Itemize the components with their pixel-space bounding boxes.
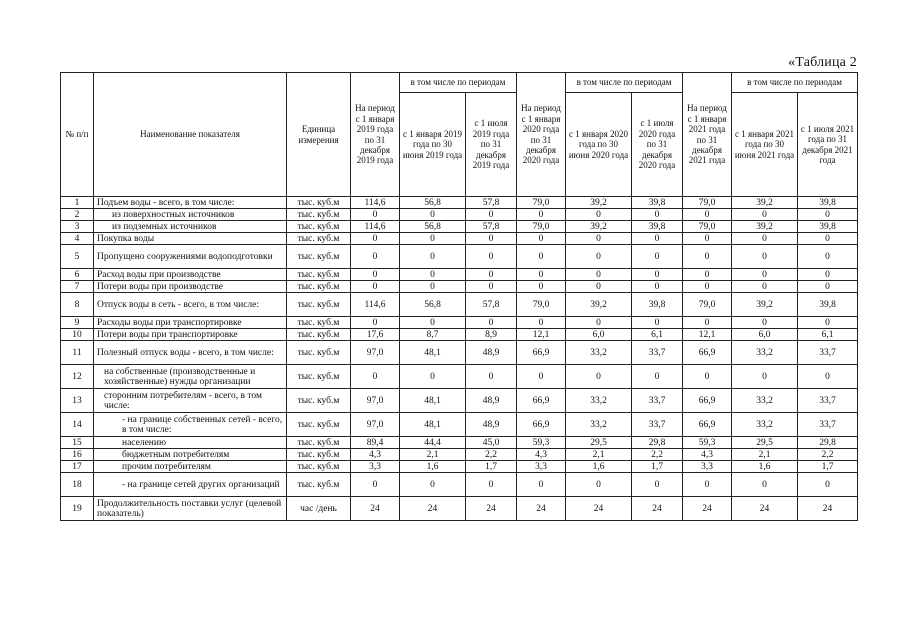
value-cell: 2,1 [400, 449, 466, 461]
table-row [61, 209, 858, 221]
value-cell: 0 [351, 365, 400, 389]
col-header-2020-including: в том числе по периодам [566, 73, 683, 93]
value-cell: 39,2 [732, 293, 798, 317]
value-cell: 4,3 [351, 449, 400, 461]
value-cell: 66,9 [683, 341, 732, 365]
row-number-cell: 5 [61, 245, 94, 269]
row-number-cell: 13 [61, 389, 94, 413]
value-cell: 29,5 [732, 437, 798, 449]
col-header-name: Наименование показателя [94, 73, 287, 197]
value-cell: 6,1 [632, 329, 683, 341]
indicator-name-cell: сторонним потребителям - всего, в том числе: [94, 389, 287, 413]
value-cell: 114,6 [351, 293, 400, 317]
value-cell: 89,4 [351, 437, 400, 449]
value-cell: 39,2 [732, 197, 798, 209]
unit-cell: тыс. куб.м [287, 197, 351, 209]
row-number-cell: 16 [61, 449, 94, 461]
value-cell: 29,8 [798, 437, 858, 449]
unit-cell: тыс. куб.м [287, 473, 351, 497]
value-cell: 48,1 [400, 389, 466, 413]
unit-cell: тыс. куб.м [287, 221, 351, 233]
value-cell: 6,1 [798, 329, 858, 341]
unit-cell: тыс. куб.м [287, 461, 351, 473]
value-cell: 0 [632, 269, 683, 281]
indicator-name-cell: из поверхностных источников [94, 209, 287, 221]
table-body [61, 197, 858, 521]
value-cell: 39,8 [798, 197, 858, 209]
value-cell: 2,2 [798, 449, 858, 461]
indicator-name-cell: - на границе собственных сетей - всего, в том числе: [94, 413, 287, 437]
value-cell: 33,2 [566, 389, 632, 413]
col-header-2021-including: в том числе по периодам [732, 73, 858, 93]
value-cell: 39,8 [632, 293, 683, 317]
unit-cell: тыс. куб.м [287, 209, 351, 221]
indicator-name-cell: Пропущено сооружениями водоподготовки [94, 245, 287, 269]
value-cell: 0 [732, 317, 798, 329]
col-header-2021-h2: с 1 июля 2021 года по 31 декабря 2021 года [798, 93, 858, 197]
unit-cell: тыс. куб.м [287, 389, 351, 413]
value-cell: 66,9 [683, 389, 732, 413]
unit-cell: тыс. куб.м [287, 293, 351, 317]
table-row [61, 473, 858, 497]
value-cell: 0 [566, 281, 632, 293]
value-cell: 0 [683, 317, 732, 329]
value-cell: 2,1 [732, 449, 798, 461]
value-cell: 0 [400, 281, 466, 293]
value-cell: 0 [517, 317, 566, 329]
value-cell: 0 [351, 269, 400, 281]
indicator-name-cell: Расходы воды при транспортировке [94, 317, 287, 329]
value-cell: 57,8 [466, 221, 517, 233]
value-cell: 24 [632, 497, 683, 521]
unit-cell: тыс. куб.м [287, 365, 351, 389]
value-cell: 29,5 [566, 437, 632, 449]
value-cell: 0 [400, 365, 466, 389]
value-cell: 0 [683, 269, 732, 281]
col-header-2020-h1: с 1 января 2020 года по 30 июня 2020 года [566, 93, 632, 197]
col-header-2020-h2: с 1 июля 2020 года по 31 декабря 2020 года [632, 93, 683, 197]
value-cell: 24 [732, 497, 798, 521]
value-cell: 3,3 [683, 461, 732, 473]
value-cell: 0 [632, 233, 683, 245]
value-cell: 79,0 [517, 293, 566, 317]
table-row [61, 293, 858, 317]
value-cell: 0 [466, 233, 517, 245]
value-cell: 8,7 [400, 329, 466, 341]
value-cell: 0 [632, 209, 683, 221]
value-cell: 0 [466, 209, 517, 221]
value-cell: 39,2 [732, 221, 798, 233]
indicator-name-cell: Полезный отпуск воды - всего, в том числе: [94, 341, 287, 365]
value-cell: 0 [732, 209, 798, 221]
value-cell: 59,3 [517, 437, 566, 449]
table-caption: «Таблица 2 [788, 55, 857, 70]
value-cell: 56,8 [400, 197, 466, 209]
value-cell: 0 [566, 269, 632, 281]
indicator-name-cell: Отпуск воды в сеть - всего, в том числе: [94, 293, 287, 317]
value-cell: 97,0 [351, 413, 400, 437]
value-cell: 0 [566, 365, 632, 389]
value-cell: 24 [798, 497, 858, 521]
row-number-cell: 2 [61, 209, 94, 221]
value-cell: 0 [683, 209, 732, 221]
value-cell: 0 [400, 245, 466, 269]
value-cell: 33,2 [566, 341, 632, 365]
value-cell: 0 [466, 245, 517, 269]
value-cell: 0 [566, 245, 632, 269]
col-header-2021-h1: с 1 января 2021 года по 30 июня 2021 года [732, 93, 798, 197]
value-cell: 33,7 [632, 413, 683, 437]
row-number-cell: 19 [61, 497, 94, 521]
row-number-cell: 12 [61, 365, 94, 389]
value-cell: 33,7 [798, 389, 858, 413]
indicator-name-cell: Подъем воды - всего, в том числе: [94, 197, 287, 209]
row-number-cell: 4 [61, 233, 94, 245]
value-cell: 0 [400, 269, 466, 281]
value-cell: 0 [566, 209, 632, 221]
value-cell: 29,8 [632, 437, 683, 449]
value-cell: 0 [517, 281, 566, 293]
value-cell: 0 [466, 317, 517, 329]
unit-cell: тыс. куб.м [287, 437, 351, 449]
value-cell: 0 [732, 365, 798, 389]
value-cell: 0 [683, 233, 732, 245]
row-number-cell: 1 [61, 197, 94, 209]
table-row [61, 449, 858, 461]
value-cell: 0 [351, 245, 400, 269]
value-cell: 0 [732, 281, 798, 293]
water-balance-table [60, 72, 858, 521]
value-cell: 0 [732, 233, 798, 245]
value-cell: 48,9 [466, 413, 517, 437]
value-cell: 33,2 [732, 389, 798, 413]
value-cell: 39,8 [632, 221, 683, 233]
row-number-cell: 3 [61, 221, 94, 233]
table-row [61, 461, 858, 473]
indicator-name-cell: Покупка воды [94, 233, 287, 245]
value-cell: 0 [798, 473, 858, 497]
indicator-name-cell: из подземных источников [94, 221, 287, 233]
value-cell: 48,1 [400, 413, 466, 437]
value-cell: 24 [683, 497, 732, 521]
indicator-name-cell: бюджетным потребителям [94, 449, 287, 461]
value-cell: 0 [400, 317, 466, 329]
unit-cell: тыс. куб.м [287, 341, 351, 365]
value-cell: 0 [683, 245, 732, 269]
value-cell: 79,0 [517, 197, 566, 209]
value-cell: 0 [351, 317, 400, 329]
value-cell: 0 [683, 365, 732, 389]
value-cell: 24 [517, 497, 566, 521]
unit-cell: тыс. куб.м [287, 449, 351, 461]
value-cell: 0 [466, 269, 517, 281]
col-header-2019-h1: с 1 января 2019 года по 30 июня 2019 года [400, 93, 466, 197]
unit-cell: тыс. куб.м [287, 317, 351, 329]
value-cell: 1,7 [632, 461, 683, 473]
indicator-name-cell: Потери воды при транспортировке [94, 329, 287, 341]
value-cell: 56,8 [400, 293, 466, 317]
value-cell: 66,9 [517, 341, 566, 365]
value-cell: 0 [400, 473, 466, 497]
value-cell: 24 [400, 497, 466, 521]
value-cell: 0 [517, 269, 566, 281]
value-cell: 0 [351, 473, 400, 497]
value-cell: 24 [566, 497, 632, 521]
value-cell: 0 [798, 365, 858, 389]
row-number-cell: 6 [61, 269, 94, 281]
value-cell: 0 [400, 209, 466, 221]
value-cell: 0 [517, 365, 566, 389]
table-row [61, 365, 858, 389]
unit-cell: час /день [287, 497, 351, 521]
value-cell: 48,9 [466, 341, 517, 365]
indicator-name-cell: - на границе сетей других организаций [94, 473, 287, 497]
unit-cell: тыс. куб.м [287, 245, 351, 269]
value-cell: 0 [466, 365, 517, 389]
value-cell: 114,6 [351, 197, 400, 209]
col-header-unit: Единица измерения [287, 73, 351, 197]
value-cell: 66,9 [683, 413, 732, 437]
unit-cell: тыс. куб.м [287, 281, 351, 293]
value-cell: 0 [732, 473, 798, 497]
table-row [61, 221, 858, 233]
row-number-cell: 18 [61, 473, 94, 497]
value-cell: 33,7 [798, 341, 858, 365]
value-cell: 0 [566, 317, 632, 329]
value-cell: 56,8 [400, 221, 466, 233]
value-cell: 0 [466, 281, 517, 293]
value-cell: 4,3 [517, 449, 566, 461]
value-cell: 48,9 [466, 389, 517, 413]
row-number-cell: 7 [61, 281, 94, 293]
value-cell: 33,2 [732, 341, 798, 365]
row-number-cell: 17 [61, 461, 94, 473]
value-cell: 3,3 [517, 461, 566, 473]
value-cell: 0 [517, 233, 566, 245]
value-cell: 39,2 [566, 293, 632, 317]
value-cell: 8,9 [466, 329, 517, 341]
row-number-cell: 15 [61, 437, 94, 449]
value-cell: 33,7 [798, 413, 858, 437]
value-cell: 0 [798, 233, 858, 245]
value-cell: 39,8 [798, 221, 858, 233]
value-cell: 0 [798, 245, 858, 269]
value-cell: 39,2 [566, 221, 632, 233]
table-row [61, 281, 858, 293]
indicator-name-cell: Продолжительность поставки услуг (целевой показатель) [94, 497, 287, 521]
table-row [61, 341, 858, 365]
table-row [61, 269, 858, 281]
table-row [61, 389, 858, 413]
col-header-2019-total: На период с 1 января 2019 года по 31 декабря 2019 года [351, 73, 400, 197]
indicator-name-cell: на собственные (производственные и хозяйственные) нужды организации [94, 365, 287, 389]
value-cell: 0 [683, 473, 732, 497]
value-cell: 1,6 [732, 461, 798, 473]
value-cell: 48,1 [400, 341, 466, 365]
value-cell: 0 [632, 281, 683, 293]
value-cell: 39,8 [632, 197, 683, 209]
value-cell: 66,9 [517, 413, 566, 437]
value-cell: 0 [466, 473, 517, 497]
value-cell: 0 [732, 269, 798, 281]
row-number-cell: 11 [61, 341, 94, 365]
value-cell: 39,8 [798, 293, 858, 317]
value-cell: 0 [566, 473, 632, 497]
value-cell: 0 [632, 473, 683, 497]
value-cell: 1,6 [566, 461, 632, 473]
value-cell: 0 [632, 245, 683, 269]
value-cell: 0 [566, 233, 632, 245]
value-cell: 0 [517, 209, 566, 221]
value-cell: 0 [351, 233, 400, 245]
table-row [61, 245, 858, 269]
value-cell: 57,8 [466, 197, 517, 209]
table-row [61, 233, 858, 245]
value-cell: 44,4 [400, 437, 466, 449]
indicator-name-cell: прочим потребителям [94, 461, 287, 473]
unit-cell: тыс. куб.м [287, 269, 351, 281]
value-cell: 1,7 [466, 461, 517, 473]
value-cell: 33,7 [632, 341, 683, 365]
indicator-name-cell: населению [94, 437, 287, 449]
row-number-cell: 9 [61, 317, 94, 329]
value-cell: 6,0 [566, 329, 632, 341]
value-cell: 12,1 [683, 329, 732, 341]
value-cell: 24 [466, 497, 517, 521]
value-cell: 0 [632, 365, 683, 389]
col-header-num: № п/п [61, 73, 94, 197]
table-row [61, 413, 858, 437]
table-row [61, 437, 858, 449]
value-cell: 79,0 [517, 221, 566, 233]
value-cell: 1,6 [400, 461, 466, 473]
value-cell: 6,0 [732, 329, 798, 341]
value-cell: 97,0 [351, 341, 400, 365]
value-cell: 0 [798, 269, 858, 281]
value-cell: 59,3 [683, 437, 732, 449]
value-cell: 1,7 [798, 461, 858, 473]
value-cell: 79,0 [683, 221, 732, 233]
col-header-2020-total: На период с 1 января 2020 года по 31 декабря 2020 года [517, 73, 566, 197]
unit-cell: тыс. куб.м [287, 233, 351, 245]
value-cell: 33,7 [632, 389, 683, 413]
value-cell: 3,3 [351, 461, 400, 473]
table-row [61, 497, 858, 521]
value-cell: 0 [400, 233, 466, 245]
value-cell: 24 [351, 497, 400, 521]
indicator-name-cell: Расход воды при производстве [94, 269, 287, 281]
value-cell: 114,6 [351, 221, 400, 233]
value-cell: 0 [517, 473, 566, 497]
unit-cell: тыс. куб.м [287, 329, 351, 341]
unit-cell: тыс. куб.м [287, 413, 351, 437]
col-header-2019-including: в том числе по периодам [400, 73, 517, 93]
value-cell: 17,6 [351, 329, 400, 341]
table-row [61, 317, 858, 329]
value-cell: 0 [798, 281, 858, 293]
col-header-2019-h2: с 1 июля 2019 года по 31 декабря 2019 года [466, 93, 517, 197]
row-number-cell: 14 [61, 413, 94, 437]
value-cell: 0 [732, 245, 798, 269]
value-cell: 0 [798, 317, 858, 329]
value-cell: 2,2 [632, 449, 683, 461]
value-cell: 0 [517, 245, 566, 269]
value-cell: 2,2 [466, 449, 517, 461]
value-cell: 4,3 [683, 449, 732, 461]
value-cell: 33,2 [732, 413, 798, 437]
value-cell: 57,8 [466, 293, 517, 317]
value-cell: 97,0 [351, 389, 400, 413]
col-header-2021-total: На период с 1 января 2021 года по 31 декабря 2021 года [683, 73, 732, 197]
value-cell: 39,2 [566, 197, 632, 209]
value-cell: 0 [798, 209, 858, 221]
row-number-cell: 8 [61, 293, 94, 317]
table-row [61, 329, 858, 341]
value-cell: 79,0 [683, 197, 732, 209]
value-cell: 0 [351, 281, 400, 293]
value-cell: 45,0 [466, 437, 517, 449]
table-row [61, 197, 858, 209]
value-cell: 0 [683, 281, 732, 293]
value-cell: 0 [632, 317, 683, 329]
value-cell: 0 [351, 209, 400, 221]
value-cell: 79,0 [683, 293, 732, 317]
value-cell: 66,9 [517, 389, 566, 413]
value-cell: 33,2 [566, 413, 632, 437]
value-cell: 2,1 [566, 449, 632, 461]
row-number-cell: 10 [61, 329, 94, 341]
value-cell: 12,1 [517, 329, 566, 341]
indicator-name-cell: Потери воды при производстве [94, 281, 287, 293]
